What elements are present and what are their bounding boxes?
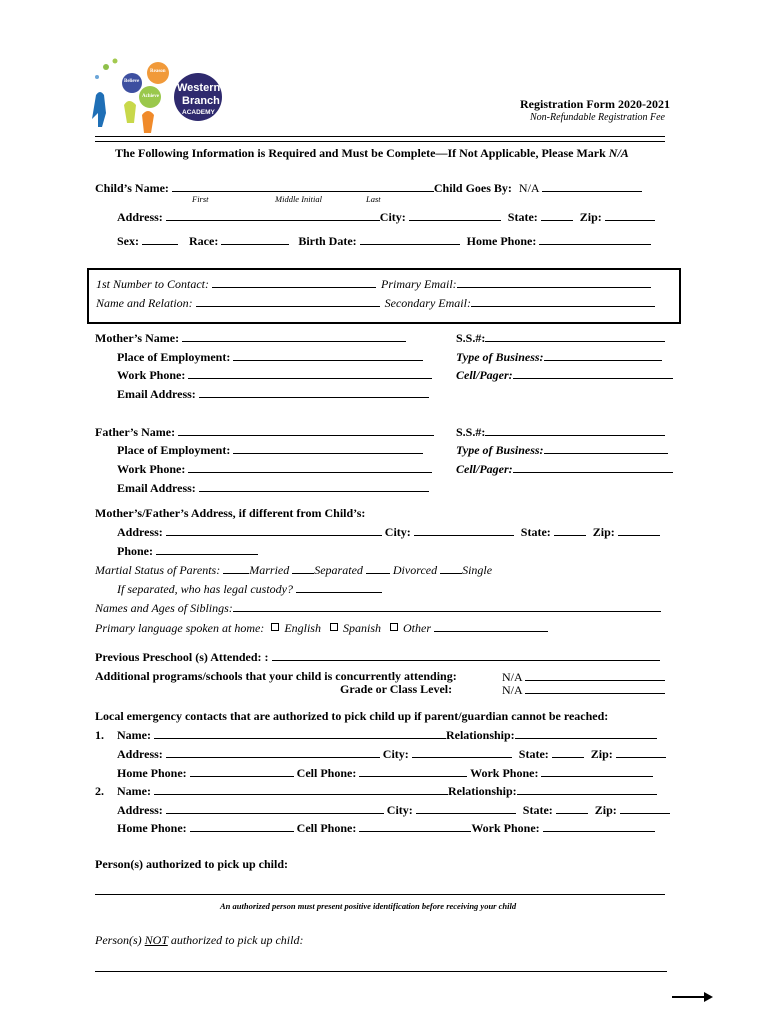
emergency1-cell-phone-field[interactable] [359, 765, 467, 777]
father-email-field[interactable] [199, 480, 429, 492]
child-address-row [117, 209, 655, 225]
mother-cell-row [456, 367, 673, 383]
emergency1-city-label: City: [382, 747, 409, 761]
emergency1-name-field[interactable] [154, 727, 446, 739]
logo [88, 55, 228, 135]
additional-programs-na: N/A [502, 670, 523, 684]
required-notice-na: N/A [608, 146, 629, 160]
parent-city-field[interactable] [414, 524, 514, 536]
logo-line3: ACADEMY [182, 109, 215, 116]
mother-business-field[interactable] [544, 349, 662, 361]
name-relation-row [96, 295, 655, 311]
siblings-row [95, 600, 661, 616]
parent-state-label: State: [520, 525, 551, 539]
single-option: Single [462, 563, 493, 577]
mother-employment-label: Place of Employment: [117, 350, 231, 364]
parent-phone-row [117, 543, 258, 559]
english-option: English [284, 621, 321, 635]
father-business-row [456, 442, 668, 458]
mother-cell-field[interactable] [513, 367, 673, 379]
form-title: Registration Form 2020-2021 [520, 97, 670, 111]
mother-work-phone-label: Work Phone: [117, 368, 186, 382]
first-contact-field[interactable] [212, 276, 376, 288]
emergency2-name-field[interactable] [154, 783, 448, 795]
mother-employment-field[interactable] [233, 349, 423, 361]
father-name-row [95, 424, 434, 440]
father-cell-row [456, 461, 673, 477]
language-row [95, 620, 548, 636]
mother-ss-row [456, 330, 665, 346]
siblings-label: Names and Ages of Siblings: [95, 601, 233, 615]
id-notice: An authorized person must present positive identification before receiving your child [220, 901, 517, 911]
emergency2-cell-phone-label: Cell Phone: [296, 821, 357, 835]
required-notice-text: The Following Information is Required and Must be Complete—If Not Applicable, Please Mark [115, 146, 609, 160]
emergency1-zip-field[interactable] [616, 746, 666, 758]
previous-preschool-row [95, 649, 660, 665]
primary-email-label: Primary Email: [381, 277, 457, 291]
emergency1-state-label: State: [518, 747, 549, 761]
emergency1-address-field[interactable] [166, 746, 380, 758]
mother-cell-label: Cell/Pager: [456, 368, 513, 382]
emergency1-zip-label: Zip: [590, 747, 613, 761]
emergency1-address-label: Address: [117, 747, 163, 761]
parent-city-label: City: [384, 525, 411, 539]
siblings-field[interactable] [233, 600, 661, 612]
father-business-field[interactable] [544, 442, 668, 454]
mother-email-label: Email Address: [117, 387, 196, 401]
parent-phone-field[interactable] [156, 543, 258, 555]
child-goes-by-value: N/A [518, 181, 539, 195]
mother-name-label: Mother’s Name: [95, 331, 180, 345]
previous-preschool-label: Previous Preschool (s) Attended: : [95, 650, 269, 664]
mother-work-phone-field[interactable] [188, 367, 432, 379]
first-contact-label: 1st Number to Contact: [96, 277, 209, 291]
emergency2-zip-field[interactable] [620, 802, 670, 814]
emergency2-city-field[interactable] [416, 802, 516, 814]
header-divider [95, 136, 665, 137]
spanish-option: Spanish [342, 621, 381, 635]
emergency2-address-label: Address: [117, 803, 163, 817]
child-city-label: City: [379, 210, 406, 224]
child-birth-date-field[interactable] [360, 233, 460, 245]
single-field[interactable] [440, 562, 462, 574]
father-email-row [117, 480, 429, 496]
emergency2-relationship-label: Relationship: [447, 784, 517, 798]
emergency2-relationship-field[interactable] [517, 783, 657, 795]
emergency2-address-field[interactable] [166, 802, 384, 814]
not-authorized-pickup-field[interactable] [95, 960, 667, 972]
emergency1-relationship-field[interactable] [515, 727, 657, 739]
language-label: Primary language spoken at home: [95, 621, 265, 635]
married-option: Married [249, 563, 290, 577]
form-subtitle: Non-Refundable Registration Fee [530, 112, 665, 123]
authorized-pickup-field[interactable] [95, 883, 665, 895]
emergency1-state-field[interactable] [552, 746, 584, 758]
logo-bubble-believe: Believe [124, 79, 140, 84]
logo-bubble-reason: Reason [150, 69, 166, 74]
emergency1-home-phone-field[interactable] [190, 765, 294, 777]
emergency1-home-phone-label: Home Phone: [117, 766, 187, 780]
emergency2-state-field[interactable] [556, 802, 588, 814]
mother-email-row [117, 386, 429, 402]
child-sex-field[interactable] [142, 233, 178, 245]
additional-programs-field[interactable] [525, 669, 665, 681]
grade-level-field[interactable] [525, 682, 665, 694]
father-ss-row [456, 424, 665, 440]
child-info-row [117, 233, 651, 249]
parent-phone-label: Phone: [117, 544, 153, 558]
separated-option: Separated [314, 563, 363, 577]
father-employment-label: Place of Employment: [117, 443, 231, 457]
marital-status-label: Martial Status of Parents: [95, 563, 221, 577]
first-contact-row [96, 276, 651, 292]
secondary-email-label: Secondary Email: [384, 296, 471, 310]
logo-bubble-achieve: Achieve [142, 94, 159, 99]
mother-business-row [456, 349, 662, 365]
emergency1-number: 1. [95, 728, 104, 742]
parent-address-label: Address: [117, 525, 163, 539]
mother-ss-field[interactable] [485, 330, 665, 342]
emergency1-work-phone-field[interactable] [541, 765, 653, 777]
father-ss-label: S.S.#: [456, 425, 486, 439]
emergency1-name-label: Name: [117, 728, 151, 742]
child-state-field[interactable] [541, 209, 573, 221]
emergency-heading: Local emergency contacts that are authorized to pick child up if parent/guardian cannot be reached: [95, 709, 609, 723]
child-goes-by-field[interactable] [542, 180, 642, 192]
divorced-field[interactable] [366, 562, 390, 574]
mother-ss-label: S.S.#: [456, 331, 486, 345]
mother-name-row [95, 330, 406, 346]
grade-level-answer [502, 682, 665, 698]
emergency2-phone-row [117, 820, 655, 836]
other-option: Other [403, 621, 431, 635]
father-name-label: Father’s Name: [95, 425, 176, 439]
emergency2-number: 2. [95, 784, 104, 798]
emergency1-cell-phone-label: Cell Phone: [296, 766, 357, 780]
father-work-phone-label: Work Phone: [117, 462, 186, 476]
mother-work-phone-row [117, 367, 432, 383]
father-business-label: Type of Business: [456, 443, 544, 457]
emergency2-name-label: Name: [117, 784, 151, 798]
child-race-label: Race: [189, 234, 219, 248]
required-notice [115, 146, 629, 161]
father-work-phone-field[interactable] [188, 461, 432, 473]
child-city-field[interactable] [409, 209, 501, 221]
child-state-label: State: [507, 210, 538, 224]
emergency1-phone-row [117, 765, 653, 781]
emergency1-work-phone-label: Work Phone: [470, 766, 539, 780]
emergency2-zip-label: Zip: [594, 803, 617, 817]
child-zip-label: Zip: [579, 210, 602, 224]
logo-line2: Branch [182, 95, 220, 107]
custody-field[interactable] [296, 581, 382, 593]
child-zip-field[interactable] [605, 209, 655, 221]
parent-address-field[interactable] [166, 524, 382, 536]
married-field[interactable] [223, 562, 249, 574]
english-checkbox[interactable] [271, 623, 279, 631]
child-name-middle-caption: Middle Initial [275, 194, 322, 204]
child-sex-label: Sex: [117, 234, 139, 248]
father-work-phone-row [117, 461, 432, 477]
not-authorized-pickup-label [95, 933, 303, 948]
mother-email-field[interactable] [199, 386, 429, 398]
parent-state-field[interactable] [554, 524, 586, 536]
logo-line1: Western [177, 82, 221, 94]
emergency2-city-label: City: [386, 803, 413, 817]
name-relation-field[interactable] [196, 295, 380, 307]
emergency1-city-field[interactable] [412, 746, 512, 758]
not-authorized-suffix: authorized to pick up child: [167, 933, 304, 947]
emergency1-name-row [95, 727, 657, 743]
grade-level-na: N/A [502, 683, 523, 697]
emergency1-relationship-label: Relationship: [445, 728, 515, 742]
secondary-email-field[interactable] [471, 295, 655, 307]
primary-email-field[interactable] [457, 276, 651, 288]
header-divider-thin [95, 141, 665, 142]
emergency2-work-phone-field[interactable] [543, 820, 655, 832]
emergency2-address-row [117, 802, 670, 818]
mother-name-field[interactable] [182, 330, 406, 342]
child-home-phone-label: Home Phone: [466, 234, 537, 248]
emergency1-address-row [117, 746, 666, 762]
father-employment-field[interactable] [233, 442, 423, 454]
separated-field[interactable] [292, 562, 314, 574]
emergency2-home-phone-field[interactable] [190, 820, 294, 832]
emergency2-work-phone-label: Work Phone: [471, 821, 540, 835]
emergency2-state-label: State: [522, 803, 553, 817]
father-name-field[interactable] [178, 424, 434, 436]
parent-address-row [117, 524, 660, 540]
custody-row [117, 581, 382, 597]
emergency2-cell-phone-field[interactable] [359, 820, 471, 832]
spanish-checkbox[interactable] [330, 623, 338, 631]
not-authorized-prefix: Person(s) [95, 933, 145, 947]
child-address-field[interactable] [166, 209, 380, 221]
marital-status-row [95, 562, 492, 578]
father-email-label: Email Address: [117, 481, 196, 495]
divorced-option: Divorced [392, 563, 438, 577]
not-authorized-not-word: NOT [144, 933, 168, 947]
parent-zip-field[interactable] [618, 524, 660, 536]
additional-programs-label: Additional programs/schools that your child is concurrently attending: [95, 669, 457, 683]
grade-level-label: Grade or Class Level: [340, 682, 453, 696]
child-birth-date-label: Birth Date: [298, 234, 357, 248]
parent-address-heading: Mother’s/Father’s Address, if different from Child’s: [95, 506, 366, 520]
mother-business-label: Type of Business: [456, 350, 544, 364]
name-relation-label: Name and Relation: [96, 296, 193, 310]
child-name-field[interactable] [172, 180, 434, 192]
authorized-pickup-label: Person(s) authorized to pick up child: [95, 857, 289, 871]
custody-label: If separated, who has legal custody? [117, 582, 293, 596]
father-cell-field[interactable] [513, 461, 673, 473]
child-name-last-caption: Last [366, 194, 381, 204]
father-cell-label: Cell/Pager: [456, 462, 513, 476]
parent-zip-label: Zip: [592, 525, 615, 539]
child-goes-by-label: Child Goes By: [433, 181, 512, 195]
mother-employment-row [117, 349, 423, 365]
next-page-arrow-icon [672, 990, 714, 1008]
child-home-phone-field[interactable] [539, 233, 651, 245]
father-employment-row [117, 442, 423, 458]
emergency2-name-row [95, 783, 657, 799]
child-race-field[interactable] [221, 233, 289, 245]
child-name-label: Child’s Name: [95, 181, 169, 195]
child-address-label: Address: [117, 210, 163, 224]
other-checkbox[interactable] [390, 623, 398, 631]
father-ss-field[interactable] [485, 424, 665, 436]
other-language-field[interactable] [434, 620, 548, 632]
previous-preschool-field[interactable] [272, 649, 660, 661]
emergency2-home-phone-label: Home Phone: [117, 821, 187, 835]
child-name-first-caption: First [192, 194, 209, 204]
